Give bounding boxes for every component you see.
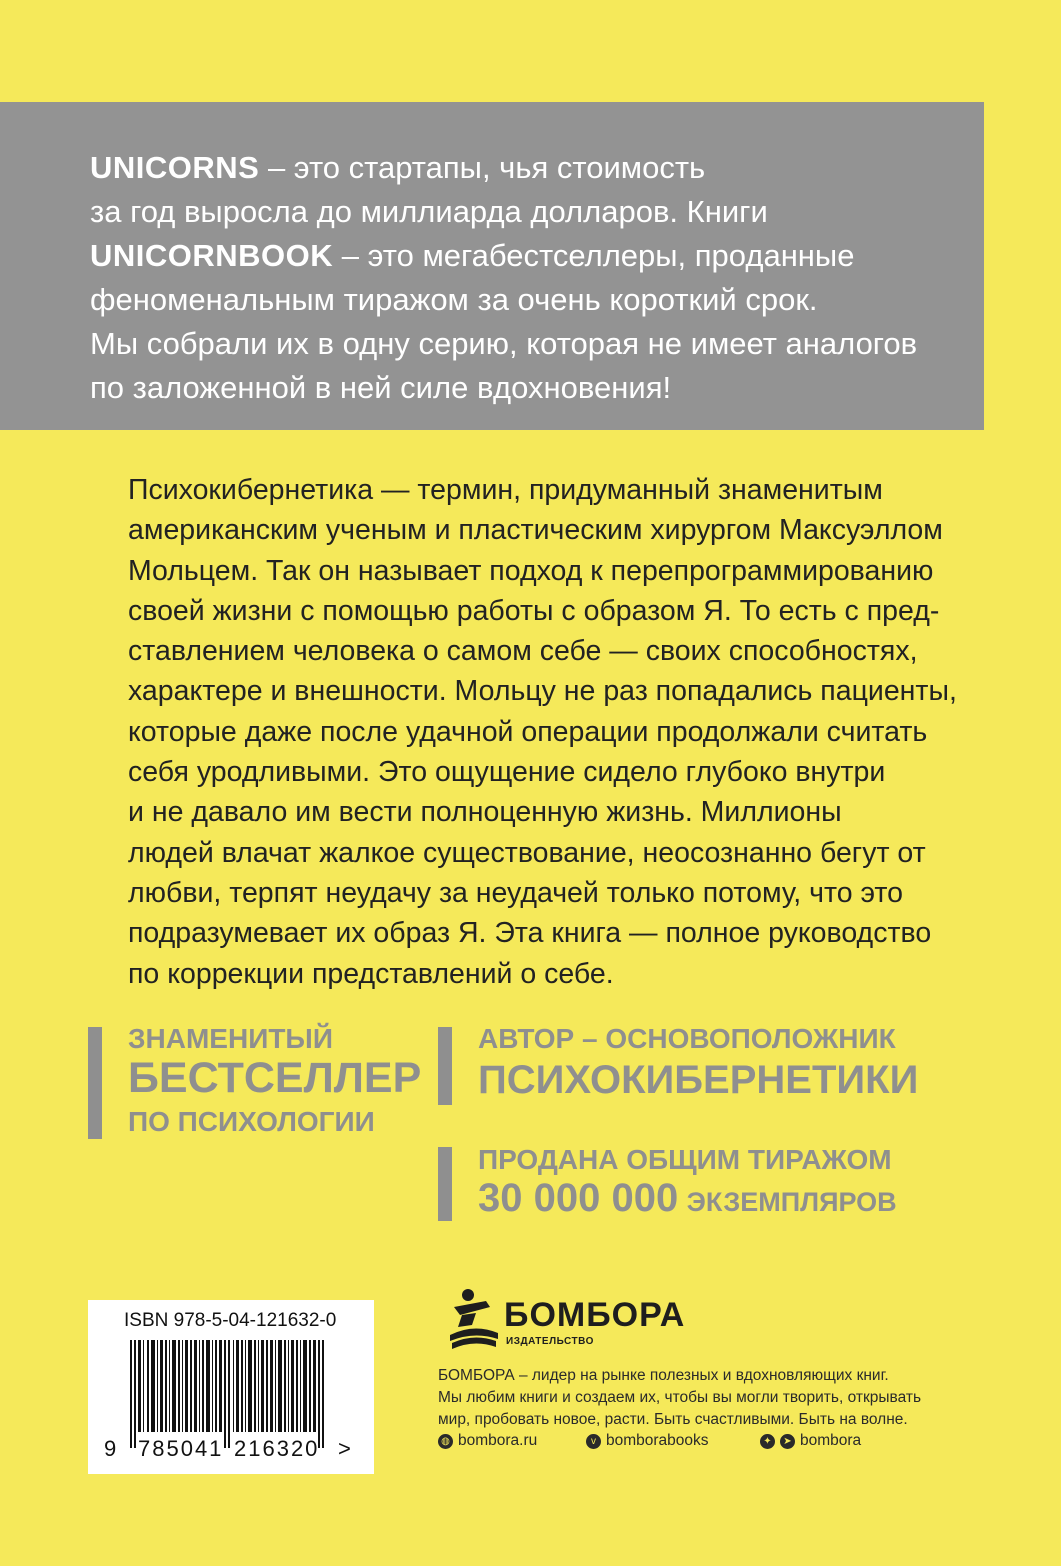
barcode-digits: 216320	[234, 1436, 320, 1461]
star-icon: ✦	[760, 1434, 775, 1449]
badge-bar	[438, 1027, 452, 1105]
badge-line: БЕСТСЕЛЛЕР	[128, 1054, 422, 1102]
bombora-logo-icon	[446, 1285, 502, 1355]
description-line: своей жизни с помощью работы с образом Я. То есть с пред-	[128, 594, 940, 627]
link-telegram[interactable]: ✦ ➤ bombora	[760, 1432, 861, 1450]
description-line: любви, терпят неудачу за неудачей только потому, что это	[128, 876, 903, 909]
description-line: которые даже после удачной операции продолжали считать	[128, 715, 928, 748]
panel-line: за год выросла до миллиарда долларов. Книги	[90, 194, 768, 229]
panel-line: UNICORNS – это стартапы, чья стоимость	[90, 150, 706, 185]
badge-line: ПО ПСИХОЛОГИИ	[128, 1106, 375, 1137]
description-line: подразумевает их образ Я. Эта книга — полное руководство	[128, 917, 932, 950]
badge-line: ПРОДАНА ОБЩИМ ТИРАЖОМ	[478, 1144, 892, 1175]
publisher-blurb-line: мир, пробовать новое, расти. Быть счастливыми. Быть на волне.	[438, 1411, 908, 1428]
description-line: себя уродливыми. Это ощущение сидело глубоко внутри	[128, 756, 886, 789]
description-line: американским ученым и пластическим хирургом Максуэллом	[128, 514, 943, 547]
publisher-subtitle: ИЗДАТЕЛЬСТВО	[506, 1336, 594, 1347]
badge-line: ЗНАМЕНИТЫЙ	[128, 1023, 333, 1054]
publisher-name: БОМБОРА	[504, 1296, 686, 1334]
description-line: и не давало им вести полноценную жизнь. Миллионы	[128, 796, 842, 829]
sales-number: 30 000 000	[478, 1176, 679, 1220]
panel-line: феноменальным тиражом за очень короткий срок.	[90, 282, 818, 317]
sales-unit: ЭКЗЕМПЛЯРОВ	[686, 1187, 897, 1217]
badge-bar	[88, 1027, 102, 1139]
link-site[interactable]: ◍ bombora.ru	[438, 1432, 537, 1450]
description-line: людей влачат жалкое существование, неосознанно бегут от	[128, 836, 926, 869]
panel-line: Мы собрали их в одну серию, которая не имеет аналогов	[90, 326, 918, 361]
book-description	[128, 470, 988, 994]
description-line: Психокибернетика — термин, придуманный знаменитым	[128, 474, 883, 506]
description-line: ставлением человека о самом себе — своих способностях,	[128, 635, 918, 668]
badge-line	[478, 1176, 897, 1221]
description-line: по коррекции представлений о себе.	[128, 957, 614, 990]
series-name: UNICORNBOOK	[90, 238, 334, 273]
vk-icon: v	[586, 1434, 601, 1449]
description-line: Мольцем. Так он называет подход к перепрограммированию	[128, 554, 934, 587]
barcode-digits: 785041	[138, 1436, 224, 1461]
panel-line: по заложенной в ней силе вдохновения!	[90, 370, 672, 405]
series-name: UNICORNS	[90, 150, 260, 185]
barcode-arrow: >	[338, 1436, 351, 1461]
badge-bar	[438, 1147, 452, 1221]
link-vk[interactable]: v bomborabooks	[586, 1432, 709, 1450]
isbn-label: ISBN 978-5-04-121632-0	[124, 1310, 337, 1331]
globe-icon: ◍	[438, 1434, 453, 1449]
series-panel	[0, 102, 984, 430]
description-line: характере и внешности. Мольцу не раз попадались пациенты,	[128, 675, 957, 708]
badge-line: ПСИХОКИБЕРНЕТИКИ	[478, 1058, 919, 1102]
badge-line: АВТОР – ОСНОВОПОЛОЖНИК	[478, 1023, 896, 1054]
barcode-digit: 9	[104, 1436, 117, 1461]
publisher-blurb-line: Мы любим книги и создаем их, чтобы вы могли творить, открывать	[438, 1389, 922, 1406]
panel-line: UNICORNBOOK – это мегабестселлеры, проданные	[90, 238, 855, 273]
publisher-blurb-line: БОМБОРА – лидер на рынке полезных и вдохновляющих книг.	[438, 1367, 889, 1384]
telegram-icon: ➤	[780, 1434, 795, 1449]
